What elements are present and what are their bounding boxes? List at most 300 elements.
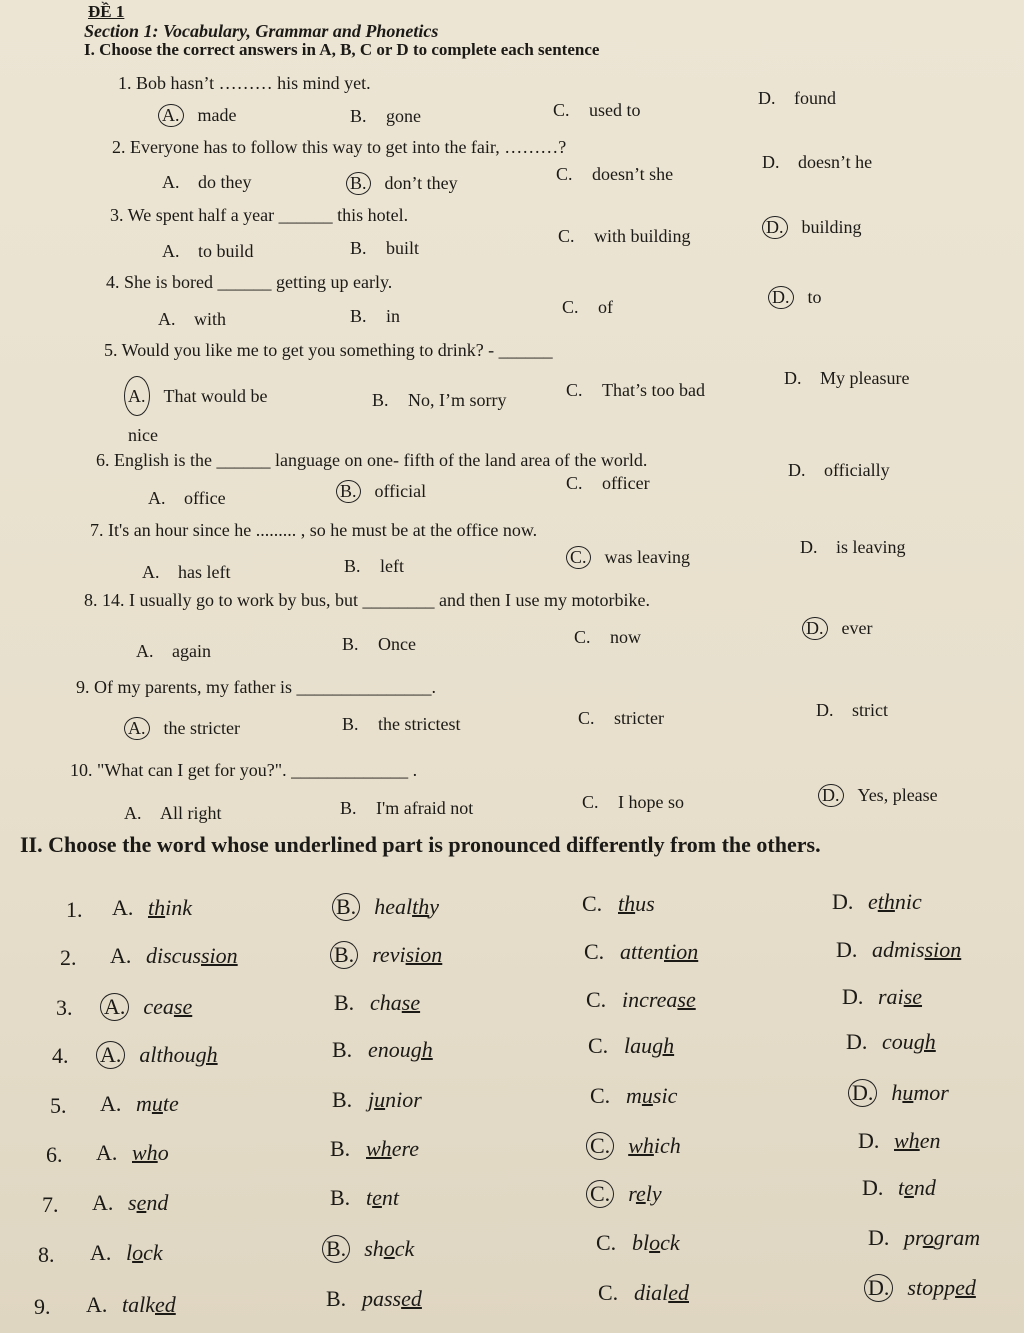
word-prefix: m (136, 1091, 152, 1116)
word-prefix: r (628, 1181, 636, 1206)
option-text: do they (198, 172, 252, 192)
word-prefix: atten (620, 939, 664, 964)
option-letter: C. (590, 1083, 611, 1108)
underlined-part: u (641, 1083, 653, 1108)
underlined-part: e (635, 1181, 646, 1206)
option-letter: C. (586, 1132, 614, 1160)
phonetics-2-option-a[interactable] (110, 943, 238, 969)
option-letter: D. (858, 1128, 880, 1153)
option-letter: A. (110, 943, 132, 968)
q5-option-b[interactable] (372, 390, 506, 411)
option-letter: C. (598, 1280, 619, 1305)
phonetics-3-option-c[interactable] (586, 987, 696, 1013)
option-letter: D. (758, 88, 776, 108)
word (628, 1181, 661, 1206)
underlined-part: se (677, 987, 696, 1012)
q8-option-d[interactable] (806, 617, 872, 640)
word-suffix: ink (165, 895, 193, 920)
phonetics-2-option-c[interactable] (584, 939, 698, 965)
underlined-part: wh (366, 1136, 392, 1161)
underlined-part: se (173, 994, 193, 1019)
option-letter: D. (848, 1079, 877, 1107)
q8-option-c[interactable] (574, 627, 641, 648)
underlined-part: e (904, 1175, 914, 1200)
option-letter: A. (148, 488, 166, 508)
option-letter: A. (90, 1240, 112, 1265)
phonetics-6-option-b[interactable] (330, 1136, 419, 1162)
word (620, 939, 698, 964)
question-3: 3. We spent half a year ______ this hotel. (110, 205, 409, 225)
word-suffix: gram (933, 1225, 981, 1250)
phonetics-5-option-b[interactable] (332, 1087, 422, 1113)
option-text: ever (841, 618, 873, 638)
option-letter: B. (326, 1286, 347, 1311)
option-text: gone (386, 106, 421, 126)
phonetics-7-option-d[interactable] (862, 1175, 936, 1201)
q3-option-c[interactable] (558, 226, 691, 247)
word-prefix: dial (634, 1280, 669, 1305)
option-text: was leaving (604, 547, 690, 567)
word (122, 1292, 176, 1317)
q4-option-d[interactable] (772, 286, 822, 309)
q7-option-b[interactable] (344, 556, 404, 577)
option-letter: C. (596, 1230, 617, 1255)
word (872, 937, 961, 962)
phonetics-number-4: 4. (52, 1043, 69, 1068)
option-letter: D. (832, 889, 854, 914)
word-suffix: nt (381, 1185, 400, 1210)
option-letter: D. (862, 1175, 884, 1200)
word-prefix: rai (878, 984, 904, 1009)
q10-option-d[interactable] (822, 784, 938, 807)
option-text: the strictest (378, 714, 461, 734)
option-letter: C. (582, 792, 599, 812)
phonetics-6-option-c[interactable] (590, 1132, 681, 1160)
q10-option-b[interactable] (340, 798, 473, 819)
section-title: Section 1: Vocabulary, Grammar and Phonetics (84, 21, 439, 41)
option-text: That’s too bad (602, 380, 705, 400)
q9-option-b[interactable] (342, 714, 460, 735)
option-letter: C. (574, 627, 591, 647)
phonetics-7-option-c[interactable] (590, 1180, 662, 1208)
option-text: I hope so (618, 792, 684, 812)
word (868, 889, 922, 914)
option-letter: B. (342, 634, 359, 654)
word-prefix: stopp (907, 1275, 956, 1300)
phonetics-number-3: 3. (56, 995, 73, 1020)
q7-option-c[interactable] (570, 546, 690, 569)
phonetics-3-option-a[interactable] (104, 993, 192, 1021)
option-text: now (610, 627, 641, 647)
phonetics-5-option-a[interactable] (100, 1091, 179, 1117)
underlined-part: o (649, 1230, 661, 1255)
phonetics-6-option-a[interactable] (96, 1140, 169, 1166)
phonetics-3-option-b[interactable] (334, 990, 420, 1016)
option-text: building (801, 217, 862, 237)
option-letter: A. (124, 376, 150, 416)
question-4: 4. She is bored ______ getting up early. (106, 272, 393, 292)
q6-option-b[interactable] (340, 480, 426, 503)
q8-option-a[interactable] (136, 641, 211, 662)
word-prefix: admis (872, 937, 925, 962)
word-prefix: revi (372, 942, 406, 967)
word (370, 990, 420, 1015)
option-letter: C. (566, 473, 583, 493)
underlined-part: gh (913, 1029, 936, 1054)
word (146, 943, 238, 968)
option-letter: B. (332, 893, 360, 921)
word (634, 1280, 689, 1305)
q2-option-b[interactable] (350, 172, 458, 195)
word (626, 1083, 677, 1108)
question-6: 6. English is the ______ language on one- fifth of the land area of the world. (96, 450, 648, 470)
option-letter: B. (350, 238, 367, 258)
phonetics-4-option-c[interactable] (588, 1033, 674, 1059)
option-letter: D. (846, 1029, 868, 1054)
option-letter: A. (158, 309, 176, 329)
word-prefix: h (891, 1080, 903, 1105)
phonetics-5-option-d[interactable] (852, 1079, 949, 1107)
word (148, 895, 192, 920)
option-text: Yes, please (857, 785, 938, 805)
option-text: left (380, 556, 404, 576)
option-text: used to (589, 100, 641, 120)
option-letter: A. (112, 895, 134, 920)
option-letter: A. (100, 993, 129, 1021)
word (364, 1236, 414, 1261)
option-letter: A. (100, 1091, 122, 1116)
option-letter: B. (350, 306, 367, 326)
word-suffix: o (157, 1140, 169, 1165)
underlined-part: u (902, 1080, 914, 1105)
option-letter: D. (762, 152, 780, 172)
option-text: All right (160, 803, 222, 823)
word-prefix: j (368, 1087, 375, 1112)
option-text: to build (198, 241, 254, 261)
option-text: doesn’t she (592, 164, 674, 184)
option-letter: C. (558, 226, 575, 246)
word-suffix: ck (394, 1236, 415, 1261)
phonetics-4-option-a[interactable] (100, 1041, 218, 1069)
option-letter: A. (136, 641, 154, 661)
q1-option-b[interactable] (350, 106, 421, 127)
q5-option-a[interactable] (128, 376, 278, 454)
word-suffix: en (919, 1128, 941, 1153)
phonetics-6-option-d[interactable] (858, 1128, 940, 1154)
q8-option-b[interactable] (342, 634, 416, 655)
option-letter: B. (372, 390, 389, 410)
question-9: 9. Of my parents, my father is _______________. (76, 677, 436, 697)
word (624, 1033, 674, 1058)
underlined-part: sion (924, 937, 962, 962)
option-text: strict (852, 700, 888, 720)
underlined-part: tion (664, 939, 699, 964)
underlined-part: wh (132, 1140, 158, 1165)
phonetics-8-option-d[interactable] (868, 1225, 980, 1251)
option-letter: D. (784, 368, 802, 388)
q10-option-a[interactable] (124, 803, 222, 824)
option-letter: B. (346, 172, 371, 195)
underlined-part: ed (668, 1280, 689, 1305)
option-text: has left (178, 562, 231, 582)
option-letter: D. (868, 1225, 890, 1250)
option-letter: D. (836, 937, 858, 962)
phonetics-number-5: 5. (50, 1093, 67, 1118)
option-text: don’t they (384, 173, 458, 193)
q9-option-c[interactable] (578, 708, 664, 729)
word (366, 1136, 419, 1161)
q1-option-a[interactable] (162, 104, 236, 127)
option-text: stricter (614, 708, 664, 728)
option-letter: C. (582, 891, 603, 916)
word-prefix: s (128, 1190, 137, 1215)
option-text: officially (824, 460, 890, 480)
option-letter: B. (322, 1235, 350, 1263)
option-letter: C. (566, 380, 583, 400)
word-suffix: ere (391, 1136, 419, 1161)
q3-option-d[interactable] (766, 216, 862, 239)
word (136, 1091, 179, 1116)
option-letter: B. (340, 798, 357, 818)
phonetics-9-option-d[interactable] (868, 1274, 976, 1302)
underlined-part: e (136, 1190, 147, 1215)
question-5: 5. Would you like me to get you something to drink? - ______ (104, 340, 553, 360)
option-text: with building (594, 226, 691, 246)
phonetics-9-option-a[interactable] (86, 1292, 176, 1318)
q3-option-a[interactable] (162, 241, 254, 262)
underlined-part: sion (201, 943, 238, 968)
underlined-part: th (412, 894, 430, 919)
underlined-part: o (383, 1236, 395, 1261)
phonetics-5-option-c[interactable] (590, 1083, 677, 1109)
option-text: again (172, 641, 211, 661)
option-text: the stricter (163, 718, 240, 738)
word (128, 1190, 168, 1215)
word-suffix: nd (913, 1175, 936, 1200)
phonetics-7-option-a[interactable] (92, 1190, 168, 1216)
word-prefix: sh (364, 1236, 384, 1261)
phonetics-2-option-d[interactable] (836, 937, 961, 963)
part2-instruction: II. Choose the word whose underlined part is pronounced differently from the others. (20, 832, 821, 857)
phonetics-number-9: 9. (34, 1294, 51, 1319)
word (632, 1230, 680, 1255)
option-letter: C. (586, 987, 607, 1012)
word (126, 1240, 163, 1265)
q2-option-a[interactable] (162, 172, 252, 193)
underlined-part: wh (628, 1133, 654, 1158)
word-prefix: pr (904, 1225, 923, 1250)
option-letter: C. (578, 708, 595, 728)
option-letter: B. (332, 1037, 353, 1062)
q4-option-b[interactable] (350, 306, 400, 327)
q4-option-a[interactable] (158, 309, 226, 330)
option-letter: D. (864, 1274, 893, 1302)
option-letter: A. (142, 562, 160, 582)
word-suffix: us (635, 891, 655, 916)
word (362, 1286, 422, 1311)
underlined-part: u (374, 1087, 386, 1112)
option-letter: B. (344, 556, 361, 576)
phonetics-number-6: 6. (46, 1142, 63, 1167)
option-text: with (194, 309, 227, 329)
word-prefix: talk (122, 1292, 155, 1317)
phonetics-4-option-d[interactable] (846, 1029, 936, 1055)
option-letter: A. (124, 803, 142, 823)
option-letter: A. (158, 104, 184, 127)
option-letter: A. (96, 1041, 125, 1069)
option-letter: C. (556, 164, 573, 184)
underlined-part: th (877, 889, 895, 914)
word (894, 1128, 940, 1153)
underlined-part: u (151, 1091, 163, 1116)
question-7: 7. It's an hour since he ......... , so he must be at the office now. (90, 520, 538, 540)
underlined-part: se (401, 990, 421, 1015)
word (139, 1042, 217, 1067)
word (368, 1087, 422, 1112)
option-text: No, I’m sorry (408, 390, 507, 410)
phonetics-4-option-b[interactable] (332, 1037, 433, 1063)
word (898, 1175, 936, 1200)
question-2: 2. Everyone has to follow this way to get into the fair, ………? (112, 137, 567, 157)
word-suffix: ich (653, 1133, 681, 1158)
word-prefix: bl (632, 1230, 650, 1255)
q9-option-a[interactable] (128, 717, 240, 740)
word (878, 984, 922, 1009)
word (368, 1037, 433, 1062)
word-suffix: mor (913, 1080, 949, 1105)
phonetics-1-option-c[interactable] (582, 891, 655, 917)
option-text: made (197, 105, 237, 125)
word-prefix: enou (368, 1037, 411, 1062)
option-letter: A. (92, 1190, 114, 1215)
option-letter: D. (800, 537, 818, 557)
underlined-part: o (922, 1225, 934, 1250)
option-letter: B. (330, 1136, 351, 1161)
underlined-part: ed (155, 1292, 176, 1317)
option-letter: D. (842, 984, 864, 1009)
option-letter: C. (562, 297, 579, 317)
word-prefix: althou (139, 1042, 196, 1067)
phonetics-1-option-d[interactable] (832, 889, 922, 915)
phonetics-number-2: 2. (60, 945, 77, 970)
word-prefix: l (126, 1240, 133, 1265)
phonetics-number-7: 7. (42, 1192, 59, 1217)
word-prefix: discus (146, 943, 201, 968)
question-8: 8. 14. I usually go to work by bus, but ________ and then I use my motorbike. (84, 590, 650, 610)
word (366, 1185, 399, 1210)
option-text: is leaving (836, 537, 906, 557)
q7-option-a[interactable] (142, 562, 230, 583)
option-text: in (386, 306, 401, 326)
option-letter: D. (768, 286, 794, 309)
underlined-part: gh (652, 1033, 675, 1058)
option-text: of (598, 297, 613, 317)
word-suffix: ck (143, 1240, 163, 1265)
option-text: office (184, 488, 226, 508)
underlined-part: th (618, 891, 636, 916)
option-letter: C. (553, 100, 570, 120)
option-letter: C. (584, 939, 605, 964)
q4-option-c[interactable] (562, 297, 613, 318)
q5-option-c[interactable] (566, 380, 705, 401)
q10-option-c[interactable] (582, 792, 684, 813)
underlined-part: o (132, 1240, 144, 1265)
word (143, 994, 192, 1019)
underlined-part: gh (195, 1042, 218, 1067)
option-letter: A. (162, 172, 180, 192)
q7-option-d[interactable] (800, 537, 906, 558)
option-letter: C. (566, 546, 591, 569)
underlined-part: se (903, 984, 923, 1009)
word-suffix: nic (894, 889, 922, 914)
option-letter: D. (816, 700, 834, 720)
word (904, 1225, 980, 1250)
q1-option-d[interactable] (758, 88, 836, 109)
underlined-part: ed (955, 1275, 976, 1300)
phonetics-7-option-b[interactable] (330, 1185, 399, 1211)
word-suffix: nd (146, 1190, 169, 1215)
word-prefix: lau (624, 1033, 653, 1058)
word (907, 1275, 975, 1300)
phonetics-8-option-b[interactable] (326, 1235, 414, 1263)
q2-option-d[interactable] (762, 152, 872, 173)
option-text: found (794, 88, 836, 108)
q3-option-b[interactable] (350, 238, 419, 259)
underlined-part: e (372, 1185, 382, 1210)
underlined-part: wh (894, 1128, 920, 1153)
phonetics-2-option-b[interactable] (334, 941, 442, 969)
option-letter: C. (588, 1033, 609, 1058)
phonetics-8-option-c[interactable] (596, 1230, 680, 1256)
q5-option-d[interactable] (784, 368, 909, 389)
option-letter: D. (762, 216, 788, 239)
word-suffix: nior (385, 1087, 422, 1112)
word-prefix: t (366, 1185, 373, 1210)
option-text: official (374, 481, 427, 501)
q6-option-c[interactable] (566, 473, 650, 494)
word (618, 891, 655, 916)
word (622, 987, 696, 1012)
word (372, 942, 442, 967)
word-suffix: y (429, 894, 439, 919)
phonetics-1-option-a[interactable] (112, 895, 192, 921)
phonetics-9-option-b[interactable] (326, 1286, 422, 1312)
phonetics-8-option-a[interactable] (90, 1240, 163, 1266)
q2-option-c[interactable] (556, 164, 673, 185)
phonetics-9-option-c[interactable] (598, 1280, 689, 1306)
phonetics-3-option-d[interactable] (842, 984, 922, 1010)
word-prefix: heal (374, 894, 413, 919)
option-letter: A. (162, 241, 180, 261)
option-letter: B. (350, 106, 367, 126)
q6-option-d[interactable] (788, 460, 890, 481)
option-text: to (807, 287, 822, 307)
word-prefix: cha (370, 990, 402, 1015)
word-suffix: te (162, 1091, 179, 1116)
q6-option-a[interactable] (148, 488, 226, 509)
option-text: Once (378, 634, 416, 654)
option-letter: D. (818, 784, 844, 807)
word-prefix: pass (362, 1286, 402, 1311)
q9-option-d[interactable] (816, 700, 888, 721)
word (891, 1080, 948, 1105)
word-prefix: e (868, 889, 878, 914)
word-suffix: sic (652, 1083, 678, 1108)
exam-code: ĐỀ 1 (88, 2, 125, 21)
phonetics-1-option-b[interactable] (336, 893, 439, 921)
q1-option-c[interactable] (553, 100, 641, 121)
option-text: I'm afraid not (376, 798, 474, 818)
